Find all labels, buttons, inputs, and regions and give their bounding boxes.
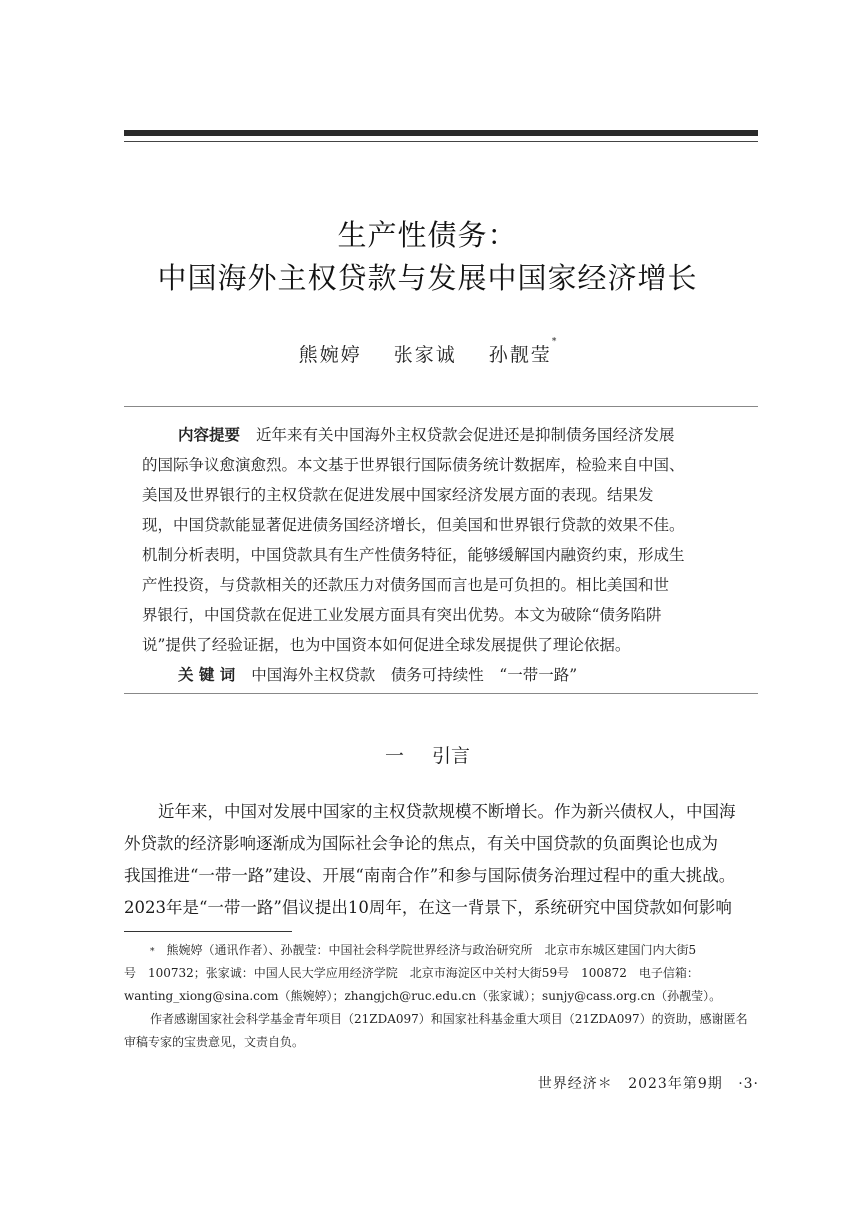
body-line: 外贷款的经济影响逐渐成为国际社会争论的焦点，有关中国贷款的负面舆论也成为 <box>124 834 718 853</box>
author-name: 张家诚 <box>393 344 457 366</box>
author-name: 熊婉婷 <box>298 344 362 366</box>
footnote-rule <box>124 931 292 932</box>
author-name-text: 孙靓莹 <box>488 344 552 366</box>
footnote-block <box>124 939 764 1054</box>
body-text <box>124 796 758 924</box>
footnote-marker: * <box>551 337 557 347</box>
header-rule-thin <box>124 141 758 142</box>
abstract-line: 说”提供了经验证据，也为中国资本如何促进全球发展提供了理论依据。 <box>142 636 631 654</box>
paper-title-line-1: 生产性债务： <box>337 218 518 252</box>
abstract-line <box>142 420 742 450</box>
footnote-text: 作者感谢国家社会科学基金青年项目（21ZDA097）和国家社科基金重大项目（21ZDA097）的资助，感谢匿名 <box>150 1012 748 1026</box>
footnote-line: wanting_xiong@sina.com（熊婉婷）；zhangjch@ruc.edu.cn（张家诚）；sunjy@cass.org.cn（孙靓莹）。 <box>124 989 722 1003</box>
body-line: 我国推进“一带一路”建设、开展“南南合作”和参与国际债务治理过程中的重大挑战。 <box>124 866 736 885</box>
abstract-label: 内容提要 <box>178 426 241 444</box>
body-line <box>124 796 758 828</box>
footnote-star: * <box>150 947 155 957</box>
abstract-block <box>142 420 742 690</box>
keywords-text: 中国海外主权贷款 债务可持续性 “一带一路” <box>251 666 578 684</box>
footnote-line <box>124 939 764 962</box>
issue-label: 2023年第9期 <box>628 1076 723 1092</box>
abstract-line: 现，中国贷款能显著促进债务国经济增长，但美国和世界银行贷款的效果不佳。 <box>142 516 685 534</box>
abstract-line: 产性投资，与贷款相关的还款压力对债务国而言也是可负担的。相比美国和世 <box>142 576 670 594</box>
header-rule-thick <box>124 130 758 136</box>
body-line-text: 近年来，中国对发展中国家的主权贷款规模不断增长。作为新兴债权人，中国海 <box>158 802 736 821</box>
abstract-line: 美国及世界银行的主权贷款在促进发展中国家经济发展方面的表现。结果发 <box>142 486 654 504</box>
abstract-line: 的国际争议愈演愈烈。本文基于世界银行国际债务统计数据库，检验来自中国、 <box>142 456 685 474</box>
page-footer <box>528 1073 759 1093</box>
section-number: 一 <box>384 745 404 767</box>
section-heading <box>0 741 855 768</box>
footnote-line: 审稿专家的宝贵意见，文责自负。 <box>124 1035 305 1049</box>
footnote-line <box>124 1008 764 1031</box>
author-name <box>488 337 557 366</box>
body-line: 2023年是“一带一路”倡议提出10周年，在这一背景下，系统研究中国贷款如何影响 <box>124 898 732 917</box>
section-title: 引言 <box>432 745 471 767</box>
keywords-line <box>142 660 742 690</box>
abstract-line: 机制分析表明，中国贷款具有生产性债务特征，能够缓解国内融资约束，形成生 <box>142 546 685 564</box>
footnote-line: 号 100732；张家诚：中国人民大学应用经济学院 北京市海淀区中关村大街59号 100872 电子信箱： <box>124 966 699 980</box>
page-number: ·3· <box>738 1076 759 1092</box>
abstract-text: 近年来有关中国海外主权贷款会促进还是抑制债务国经济发展 <box>256 426 675 444</box>
keywords-label: 关 键 词 <box>178 666 236 684</box>
abstract-bottom-rule <box>124 693 758 694</box>
abstract-line: 界银行，中国贷款在促进工业发展方面具有突出优势。本文为破除“债务陷阱 <box>142 606 662 624</box>
journal-name: 世界经济＊ <box>537 1076 613 1092</box>
footnote-text: 熊婉婷（通讯作者）、孙靓莹：中国社会科学院世界经济与政治研究所 北京市东城区建国门内大街5 <box>166 943 697 957</box>
abstract-top-rule <box>124 406 758 407</box>
paper-title-line-2: 中国海外主权贷款与发展中国家经济增长 <box>157 261 698 295</box>
author-list <box>0 337 855 367</box>
